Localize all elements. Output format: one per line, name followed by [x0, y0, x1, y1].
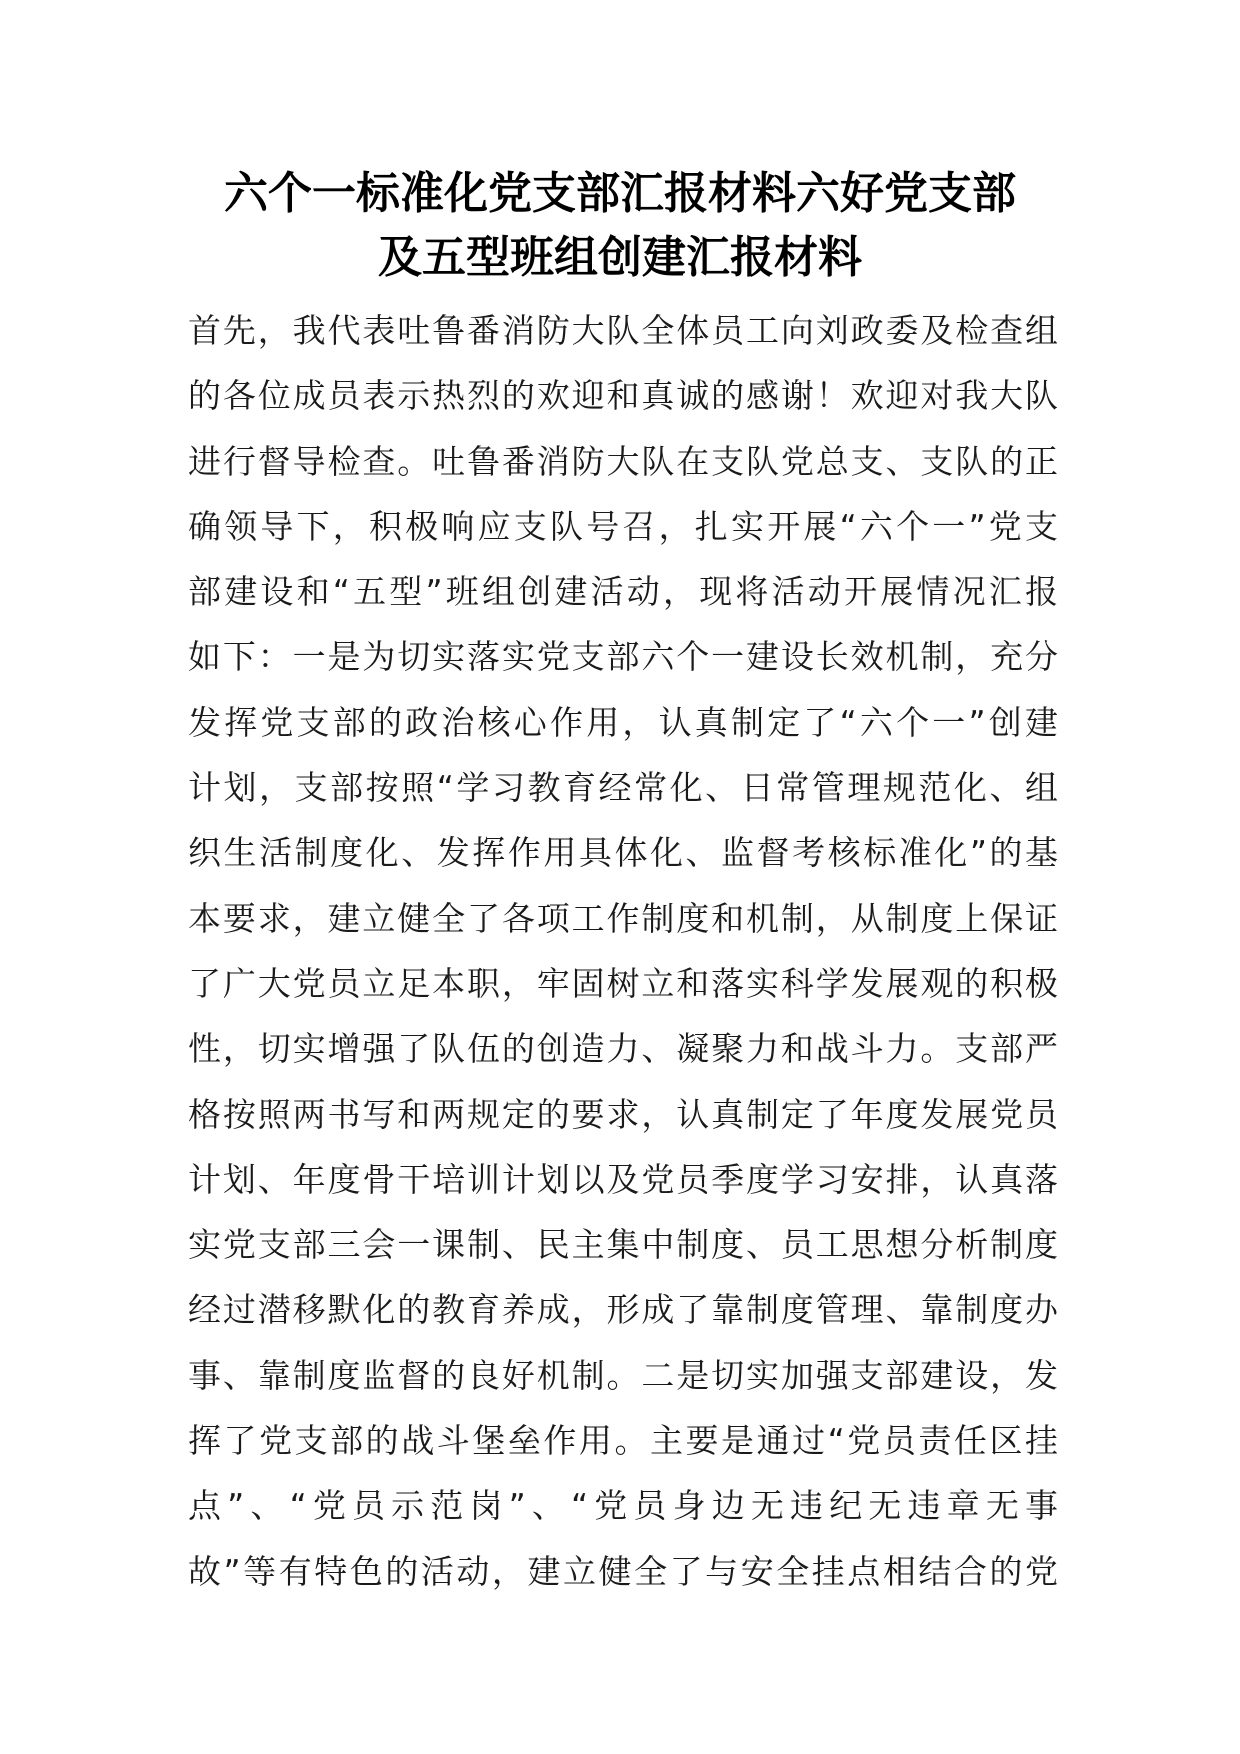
body-line: 本要求，建立健全了各项工作制度和机制，从制度上保证: [188, 898, 1058, 938]
body-line: 首先，我代表吐鲁番消防大队全体员工向刘政委及检查组: [188, 311, 1058, 350]
body-line: 了广大党员立足本职，牢固树立和落实科学发展观的积极: [188, 963, 1058, 1003]
body-line: 经过潜移默化的教育养成，形成了靠制度管理、靠制度办: [188, 1290, 1058, 1330]
body-line: 进行督导检查。吐鲁番消防大队在支队党总支、支队的正: [188, 441, 1058, 481]
body-line: 性，切实增强了队伍的创造力、凝聚力和战斗力。支部严: [188, 1029, 1058, 1069]
document-title: [150, 162, 1090, 290]
body-line: 计划，支部按照“学习教育经常化、日常管理规范化、组: [188, 768, 1058, 808]
title-line-2: 及五型班组创建汇报材料: [378, 232, 862, 283]
body-line: 确领导下，积极响应支队号召，扎实开展“六个一”党支: [188, 506, 1058, 546]
body-line: 部建设和“五型”班组创建活动，现将活动开展情况汇报: [188, 572, 1058, 612]
body-line: 织生活制度化、发挥作用具体化、监督考核标准化”的基: [188, 833, 1058, 873]
body-line: 实党支部三会一课制、民主集中制度、员工思想分析制度: [188, 1225, 1058, 1265]
body-line: 事、靠制度监督的良好机制。二是切实加强支部建设，发: [188, 1355, 1058, 1395]
body-line: 计划、年度骨干培训计划以及党员季度学习安排，认真落: [188, 1159, 1058, 1199]
body-line: 发挥党支部的政治核心作用，认真制定了“六个一”创建: [188, 702, 1058, 742]
body-line: 如下：一是为切实落实党支部六个一建设长效机制，充分: [188, 637, 1058, 677]
body-line: 故”等有特色的活动，建立健全了与安全挂点相结合的党: [188, 1551, 1058, 1591]
body-line: 挥了党支部的战斗堡垒作用。主要是通过“党员责任区挂: [188, 1421, 1058, 1461]
body-paragraph: [188, 298, 1058, 1604]
body-line: 点”、“党员示范岗”、“党员身边无违纪无违章无事: [188, 1486, 1058, 1526]
body-line: 格按照两书写和两规定的要求，认真制定了年度发展党员: [188, 1094, 1058, 1134]
title-line-1: 六个一标准化党支部汇报材料六好党支部: [224, 168, 1016, 219]
body-line: 的各位成员表示热烈的欢迎和真诚的感谢！欢迎对我大队: [188, 376, 1058, 416]
